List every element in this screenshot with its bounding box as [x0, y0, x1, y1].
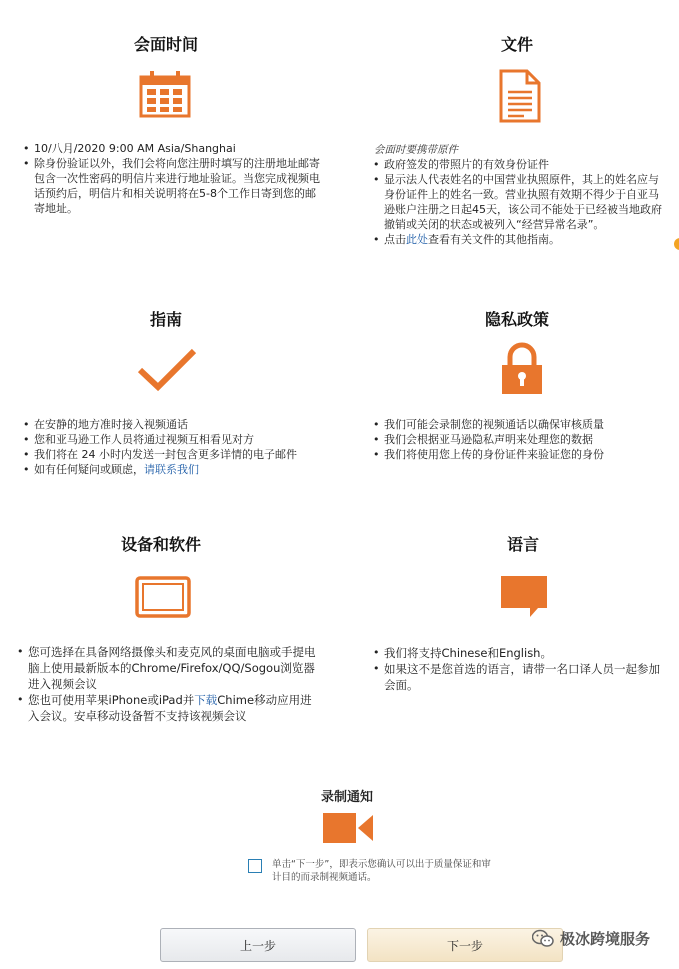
list-item: • 点击此处查看有关文件的其他指南。 — [372, 232, 668, 247]
recording-consent-text: 单击“下一步”，即表示您确认可以出于质量保证和审计目的而录制视频通话。 — [272, 859, 491, 883]
document-icon — [498, 68, 542, 124]
checkmark-icon — [136, 346, 198, 394]
documents-guide-link[interactable]: 此处 — [406, 233, 428, 246]
list-item: • 我们将使用您上传的身份证件来验证您的身份 — [372, 447, 668, 462]
wechat-icon — [532, 929, 554, 949]
documents-list — [372, 157, 668, 247]
documents-title: 文件 — [501, 35, 534, 54]
guide-title: 指南 — [150, 310, 183, 329]
meeting-time-title: 会面时间 — [134, 35, 199, 54]
list-item: • 您也可使用苹果iPhone或iPad并下载Chime移动应用进入会议。安卓移动设备暂不支持该视频会议 — [16, 692, 322, 724]
privacy-list — [372, 417, 668, 462]
list-item: • 如有任何疑问或顾虑，请联系我们 — [22, 462, 322, 477]
list-item: • 您和亚马逊工作人员将通过视频互相看见对方 — [22, 432, 322, 447]
list-item: • 10/八月/2020 9:00 AM Asia/Shanghai — [22, 141, 322, 156]
list-item: • 政府签发的带照片的有效身份证件 — [372, 157, 668, 172]
list-item: • 您可选择在具备网络摄像头和麦克风的桌面电脑或手提电脑上使用最新版本的Chrome/Firefox/QQ/Sogou浏览器进入视频会议 — [16, 644, 322, 692]
list-item: • 我们将在 24 小时内发送一封包含更多详情的电子邮件 — [22, 447, 322, 462]
devices-list — [16, 644, 322, 724]
devices-title: 设备和软件 — [121, 535, 202, 554]
documents-note: 会面时要携带原件 — [374, 144, 458, 156]
calendar-icon — [139, 70, 191, 118]
previous-button[interactable]: 上一步 — [160, 928, 356, 962]
privacy-title: 隐私政策 — [485, 310, 550, 329]
download-chime-link[interactable]: 下载 — [194, 693, 218, 707]
recording-title: 录制通知 — [321, 790, 374, 805]
meeting-time-list — [22, 141, 322, 216]
contact-us-link[interactable]: 请联系我们 — [144, 463, 199, 476]
list-item: • 除身份验证以外，我们会将向您注册时填写的注册地址邮寄包含一次性密码的明信片来进行地址验证。当您完成视频电话预约后，明信片和相关说明将在5-8个工作日寄到您的邮寄地址。 — [22, 156, 322, 216]
list-item: • 我们可能会录制您的视频通话以确保审核质量 — [372, 417, 668, 432]
speech-bubble-icon — [500, 575, 548, 619]
list-item: • 我们会根据亚马逊隐私声明来处理您的数据 — [372, 432, 668, 447]
language-list — [372, 645, 670, 693]
watermark-text: 极冰跨境服务 — [560, 930, 651, 948]
list-item: • 我们将支持Chinese和English。 — [372, 645, 670, 661]
next-button[interactable]: 下一步 — [367, 928, 563, 962]
list-item: • 显示法人代表姓名的中国营业执照原件，其上的姓名应与身份证件上的姓名一致。营业执照有效期不得少于自亚马逊账户注册之日起45天，该公司不能处于已经被当地政府撤销或关闭的状态或被列入“经营异常名录”。 — [372, 172, 668, 232]
video-camera-icon — [322, 810, 374, 846]
guide-list — [22, 417, 322, 477]
edge-indicator — [674, 238, 679, 250]
tablet-icon — [135, 576, 191, 618]
watermark — [532, 928, 650, 949]
list-item: • 如果这不是您首选的语言，请带一名口译人员一起参加会面。 — [372, 661, 670, 693]
recording-consent-checkbox[interactable] — [248, 859, 262, 873]
language-title: 语言 — [507, 535, 540, 554]
list-item: • 在安静的地方准时接入视频通话 — [22, 417, 322, 432]
lock-icon — [500, 342, 544, 396]
